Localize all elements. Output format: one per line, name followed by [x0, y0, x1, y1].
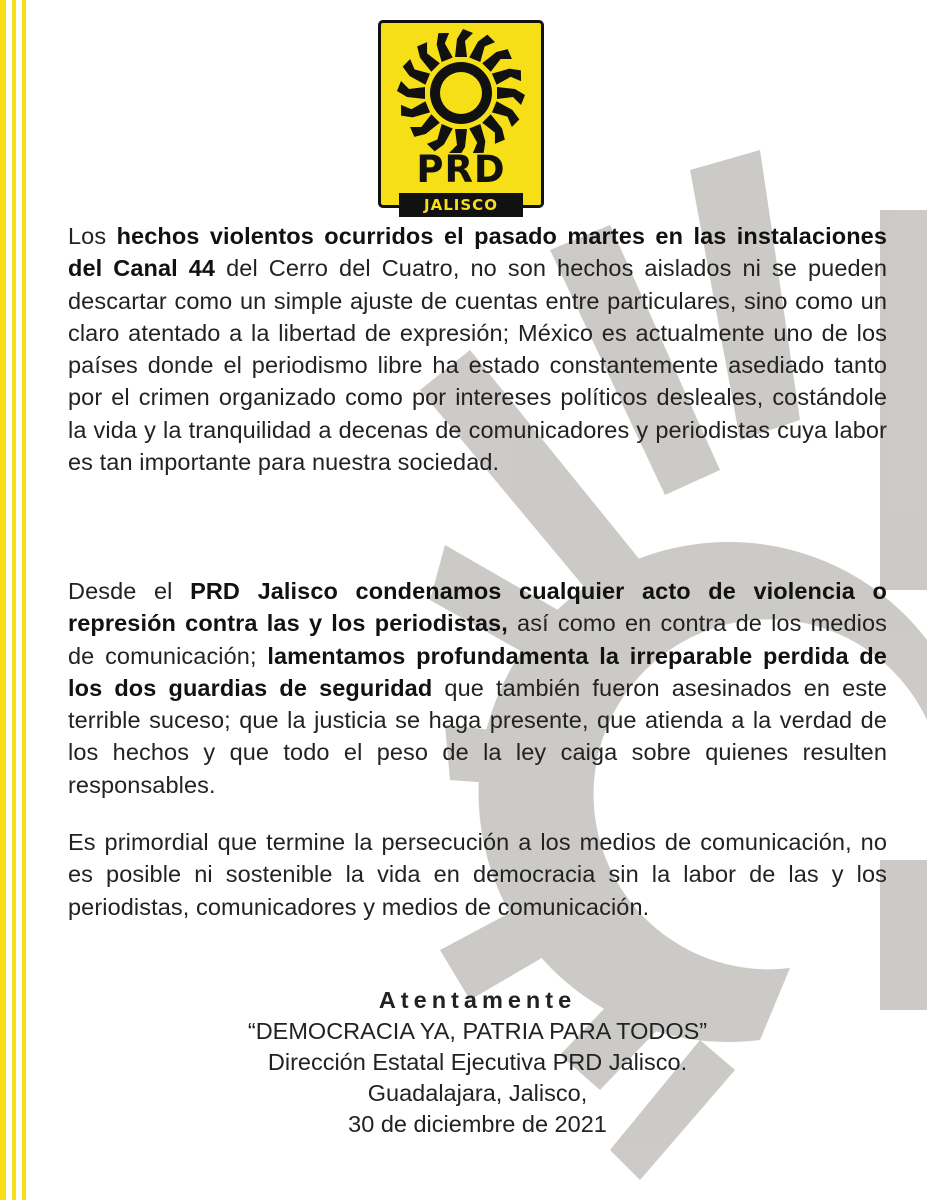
aztec-sun-icon	[381, 23, 541, 153]
logo-region-label: JALISCO	[399, 193, 523, 217]
paragraph-1	[68, 220, 887, 478]
paragraph-2	[68, 575, 887, 801]
text-span: así como en contra de los medios de comunicación;	[68, 610, 887, 669]
prd-jalisco-logo	[378, 20, 544, 214]
logo-party-name: PRD	[416, 148, 506, 191]
text-span: Los	[68, 223, 117, 249]
text-span: Desde el	[68, 578, 191, 604]
text-span: del Cerro del Cuatro, no son hechos aislados ni se pueden descartar como un simple ajuste de cuentas entre particulares, sino como un claro atentado a la libertad de expresión; México es actualmente uno de los países donde el periodismo libre ha estado constantemente asediado tanto por el crimen organizado como por intereses políticos desleales, costándole la vida y la tranquilidad a decenas de comunicadores y periodistas cuya labor es tan importante para nuestra sociedad.	[68, 255, 887, 476]
closing-date: 30 de diciembre de 2021	[348, 1111, 607, 1137]
bold-text-span: PRD Jalisco condenamos cualquier acto de violencia o represión contra las y los periodistas,	[68, 578, 887, 637]
text-span: Es primordial que termine la persecución a los medios de comunicación, no es posible ni sostenible la vida en democracia sin la labor de las y los periodistas, comunicadores y medios de comunicación.	[68, 829, 887, 920]
closing-organization: Dirección Estatal Ejecutiva PRD Jalisco.	[267, 1049, 688, 1075]
closing-salutation: Atentamente	[378, 987, 577, 1013]
bold-text-span: hechos violentos ocurridos el pasado martes en las instalaciones del Canal 44	[68, 223, 887, 282]
closing-place: Guadalajara, Jalisco,	[367, 1080, 588, 1106]
paragraph-3	[68, 826, 887, 923]
closing-motto: “DEMOCRACIA YA, PATRIA PARA TODOS”	[247, 1018, 708, 1044]
text-span: que también fueron asesinados en este terrible suceso; que la justicia se haga presente, que atienda a la verdad de los hechos y que todo el peso de la ley caiga sobre quienes resulten responsables.	[68, 674, 887, 798]
closing-block	[68, 985, 887, 1140]
bold-text-span: lamentamos profundamenta la irreparable perdida de los dos guardias de seguridad	[68, 642, 887, 701]
